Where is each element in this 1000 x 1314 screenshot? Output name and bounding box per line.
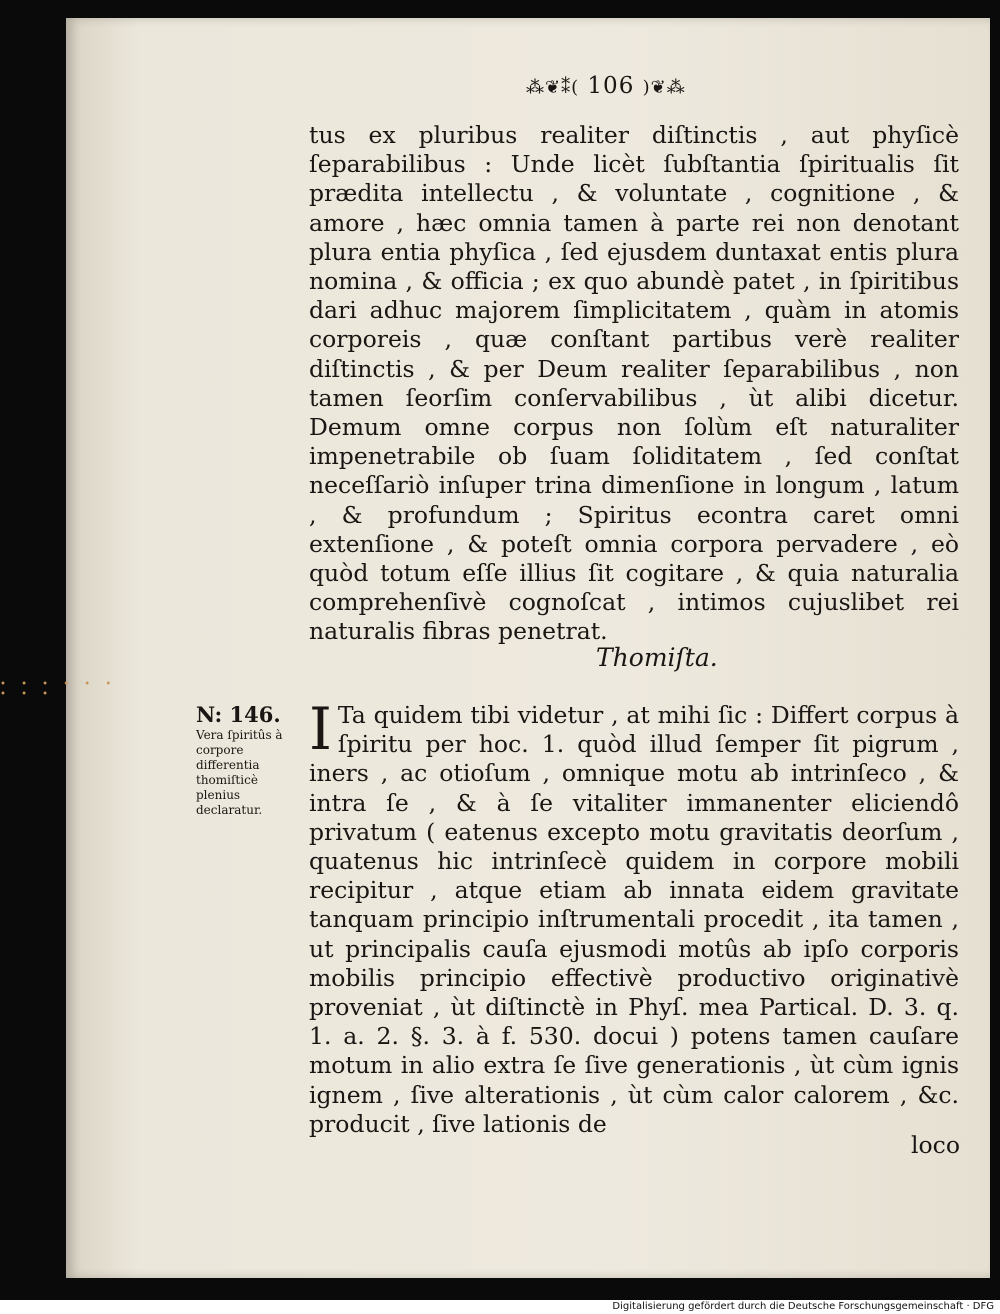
paragraph-2-text: Ta quidem tibi videtur , at mihi ſic : Differt corpus à ſpiritu per hoc. 1. quòd illud ſemper ſit pigrum , iners , ac otioſum , omnique motu ab intrinſeco , & intra ſe , & à ſe vitaliter immanenter eliciendô privatum ( eatenus excepto motu gravitatis deorſum , quatenus hic intrinſecè quidem in corpore mobili recipitur , atque etiam ab innata eidem gravitate tanquam principio inſtrumentali procedit , ita tamen , ut principalis cauſa ejusmodi motûs ab ipſo corporis mobilis principio effectivè productivo originativè proveniat , ùt diſtinctè in Phyſ. mea Partical. D. 3. q. 1. a. 2. §. 3. à f. 530. docui ) potens tamen cauſare motum in alio extra ſe ſive generationis , ùt cùm ignis ignem , ſive alterationis , ùt cùm calor calorem , &c. producit , ſive lationis de [309,701,959,1138]
paragraph-1-text: tus ex pluribus realiter diſtinctis , aut phyſicè ſeparabilibus : Unde licèt ſubſtantia ſpiritualis ſit prædita intellectu , & voluntate , cognitione , & amore , hæc omnia tamen à parte rei non denotant plura entia phyſica , ſed ejusdem duntaxat entis plura nomina , & officia ; ex quo abundè patet , in ſpiritibus dari adhuc majorem ſimplicitatem , quàm in atomis corporeis , quæ conſtant partibus verè realiter diſtinctis , & per Deum realiter ſeparabilibus , non tamen ſeorſim conſervabilibus , ùt alibi dicetur. Demum omne corpus non ſolùm eſt naturaliter impenetrabile ob ſuam ſoliditatem , ſed conſtat neceſſariò inſuper trina dimenſione in longum , latum , & profundum ; Spiritus econtra caret omni extenſione , & poteſt omnia corpora pervadere , eò quòd totum eſſe illius ſit cogitare , & quia naturalia comprehenſivè cognoſcat , intimos cujuslibet rei naturalis fibras penetrat. [309,121,959,646]
footer-text: Digitalisierung gefördert durch die Deutsche Forschungsgemeinschaft · DFG [612,1301,994,1312]
page-header [526,73,686,99]
book-page [66,18,990,1278]
header-ornament-left: ⁂❦⁑( [526,77,580,98]
page-number: 106 [587,73,635,99]
paragraph-2 [309,695,959,1139]
drop-cap: I [309,695,332,763]
margin-note-text: Vera ſpiritûs à corpore differentia thomiſticè plenius declaratur. [196,728,283,817]
margin-note [196,702,296,818]
header-ornament-right: )❦⁂ [642,77,686,98]
paragraph-1 [309,121,959,647]
edge-marks: • • • • • • • • • [0,679,118,700]
footer-credit [0,1300,1000,1314]
catchword: loco [911,1131,960,1159]
section-heading: Thomiſta. [596,643,718,672]
margin-note-number: N: 146. [196,702,281,727]
